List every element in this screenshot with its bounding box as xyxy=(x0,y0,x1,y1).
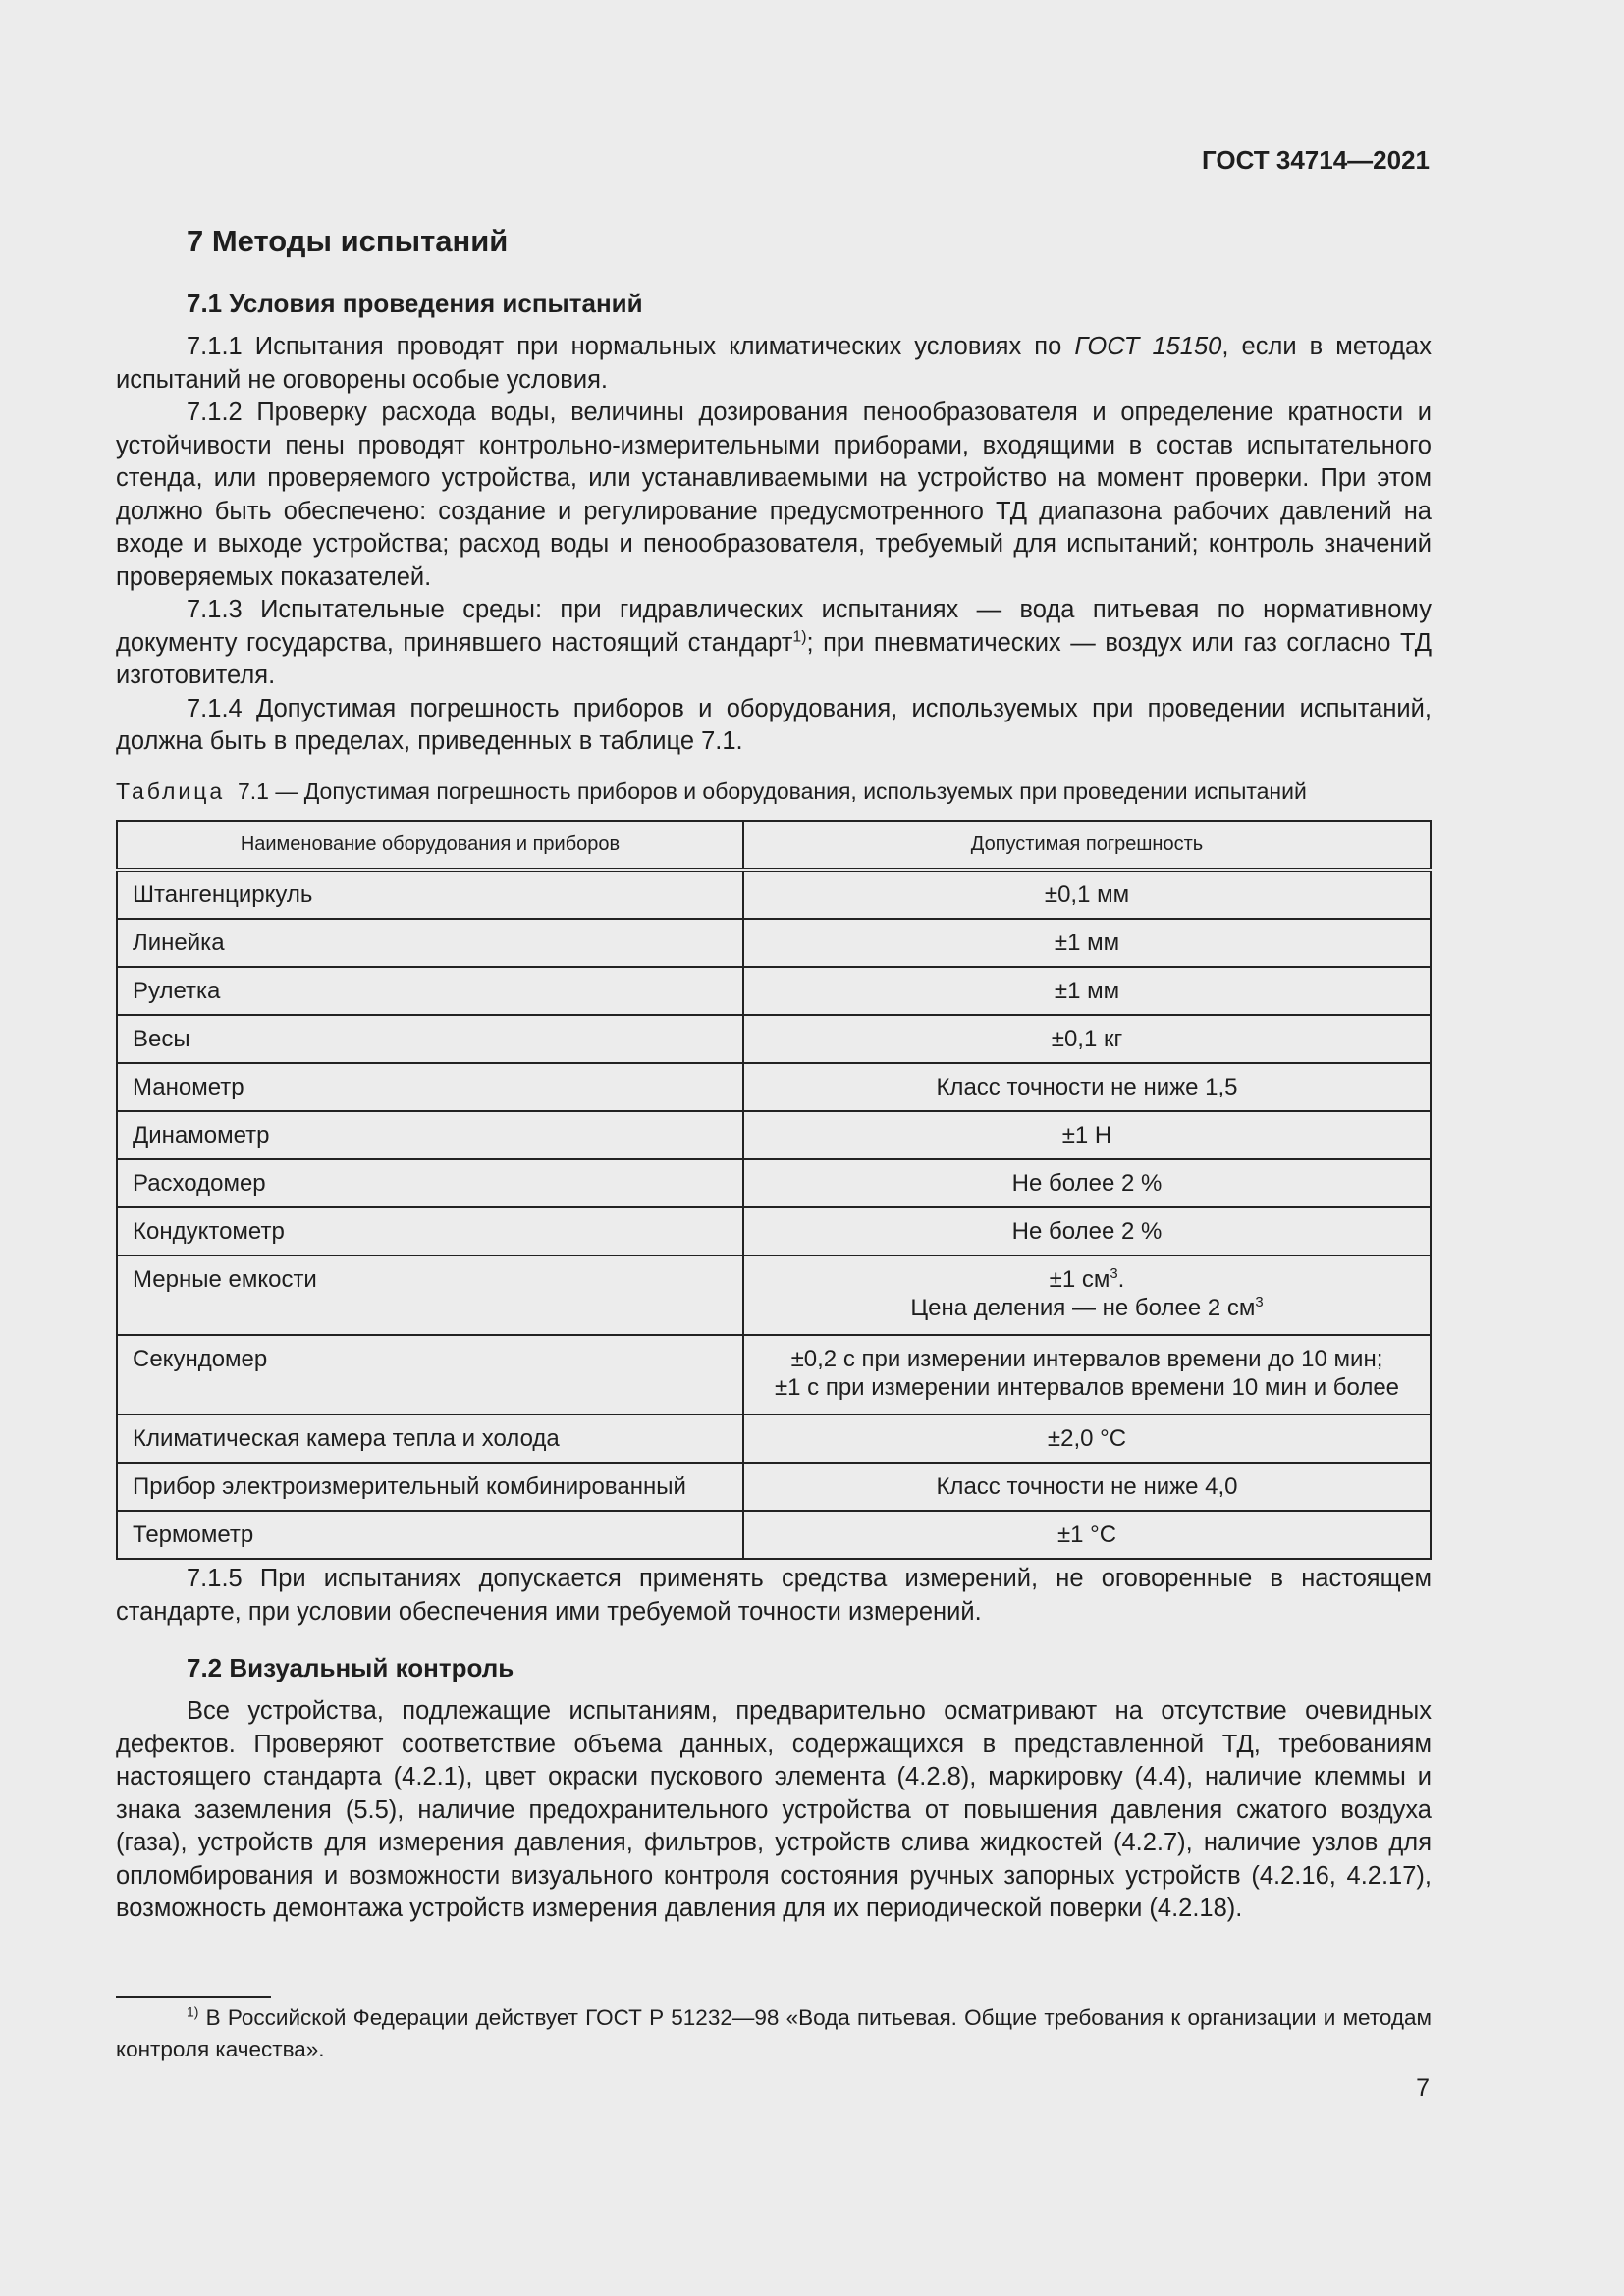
table-cell: Кондуктометр xyxy=(117,1207,743,1255)
document-id: ГОСТ 34714—2021 xyxy=(1202,145,1430,175)
cell-line: Цена деления — не более 2 $см^3$ xyxy=(910,1295,1264,1321)
table-cell xyxy=(743,1335,1431,1415)
paragraph-7-1-2: 7.1.2 Проверку расхода воды, величины дозирования пенообразователя и определение кратности и устойчивости пены проводят контрольно-измерительными приборами, входящими в состав испытательного стенда, или проверяемого устройства, или устанавливаемыми на устройство на момент проверки. При этом должно быть обеспечено: создание и регулирование предусмотренного ТД диапазона рабочих давлений на входе и выходе устройства; расход воды и пенообразователя, требуемый для испытаний; контроль значений проверяемых показателей. xyxy=(116,399,1432,591)
table-row xyxy=(117,1335,1431,1415)
table-cell: ±1 Н xyxy=(743,1111,1431,1159)
table-cell: Весы xyxy=(117,1015,743,1063)
table-row xyxy=(117,870,1431,919)
table-cell: Термометр xyxy=(117,1511,743,1559)
table-header-cell: Наименование оборудования и приборов xyxy=(117,821,743,870)
table-cell: Не более 2 % xyxy=(743,1207,1431,1255)
table-cell: ±1 мм xyxy=(743,967,1431,1015)
table-cell: ±0,1 кг xyxy=(743,1015,1431,1063)
table-cell: ±2,0 °С xyxy=(743,1415,1431,1463)
footnote-mark: 1) xyxy=(187,2003,199,2020)
standard-reference: ГОСТ 15150 xyxy=(1074,333,1222,360)
table-cell: ±1 мм xyxy=(743,919,1431,967)
cell-line: ±0,2 с при измерении интервалов времени до 10 мин; xyxy=(790,1346,1383,1372)
table-cell: Не более 2 % xyxy=(743,1159,1431,1207)
table-row xyxy=(117,1111,1431,1159)
table-cell: ±0,1 мм xyxy=(743,870,1431,919)
footnote-divider xyxy=(116,1996,271,1998)
table-cell: Расходомер xyxy=(117,1159,743,1207)
table-cell: Динамометр xyxy=(117,1111,743,1159)
table-row xyxy=(117,1463,1431,1511)
table-row xyxy=(117,1159,1431,1207)
table-cell: ±1 °С xyxy=(743,1511,1431,1559)
paragraph-7-1-1: 7.1.1 Испытания проводят при нормальных климатических условиях по ГОСТ 15150, если в методах испытаний не оговорены особые условия. xyxy=(116,333,1432,394)
table-cell: Мерные емкости xyxy=(117,1255,743,1335)
table-caption: Таблица 7.1 — Допустимая погрешность приборов и оборудования, используемых при проведении испытаний xyxy=(116,778,1307,804)
table-cell: Линейка xyxy=(117,919,743,967)
table-row xyxy=(117,967,1431,1015)
section-7-1-5-text xyxy=(116,1563,1432,1629)
table-cell: Класс точности не ниже 4,0 xyxy=(743,1463,1431,1511)
section-title: 7 Методы испытаний xyxy=(187,224,509,258)
table-cell xyxy=(743,1255,1431,1335)
paragraph-7-1-3: 7.1.3 Испытательные среды: при гидравлических испытаниях — вода питьевая по нормативному документу государства, принявшего настоящий стандарт$^{1)}$; при пневматических — воздух или газ согласно ТД изготовителя. xyxy=(116,596,1432,689)
table-header-row xyxy=(117,821,1431,870)
table-row xyxy=(117,919,1431,967)
paragraph-7-1-5: 7.1.5 При испытаниях допускается применять средства измерений, не оговоренные в настоящем стандарте, при условии обеспечения ими требуемой точности измерений. xyxy=(116,1565,1432,1626)
footnote-text: В Российской Федерации действует ГОСТ Р 51232—98 «Вода питьевая. Общие требования к организации и методам контроля качества». xyxy=(116,2005,1432,2061)
table-cell: Штангенциркуль xyxy=(117,870,743,919)
table-row xyxy=(117,1255,1431,1335)
page-number: 7 xyxy=(1416,2074,1430,2102)
table-header-cell: Допустимая погрешность xyxy=(743,821,1431,870)
subsection-title: 7.1 Условия проведения испытаний xyxy=(187,289,643,318)
table-cell: Климатическая камера тепла и холода xyxy=(117,1415,743,1463)
footnote xyxy=(116,2002,1432,2065)
table-row xyxy=(117,1015,1431,1063)
table-cell: Рулетка xyxy=(117,967,743,1015)
footnote-ref: 1) xyxy=(792,628,807,646)
tolerance-table xyxy=(116,820,1432,1560)
section-7-1-text xyxy=(116,331,1432,759)
table-cell: Прибор электроизмерительный комбинированный xyxy=(117,1463,743,1511)
paragraph-7-1-4: 7.1.4 Допустимая погрешность приборов и оборудования, используемых при проведении испытаний, должна быть в пределах, приведенных в таблице 7.1. xyxy=(116,694,1432,755)
table-row xyxy=(117,1511,1431,1559)
table-cell: Манометр xyxy=(117,1063,743,1111)
cell-line: ±1 с при измерении интервалов времени 10 мин и более xyxy=(774,1374,1400,1401)
table-row xyxy=(117,1063,1431,1111)
table-cell: Секундомер xyxy=(117,1335,743,1415)
table-row xyxy=(117,1207,1431,1255)
section-7-2-text xyxy=(116,1695,1432,1926)
table-cell: Класс точности не ниже 1,5 xyxy=(743,1063,1431,1111)
paragraph-7-2: Все устройства, подлежащие испытаниям, предварительно осматривают на отсутствие очевидных дефектов. Проверяют соответствие объема данных, содержащихся в представленной ТД, требованиям настоящего стандарта (4.2.1), цвет окраски пускового элемента (4.2.8), маркировку (4.4), наличие клеммы и знака заземления (5.5), наличие предохранительного устройства от повышения давления сжатого воздуха (газа), устройств для измерения давления, фильтров, устройств слива жидкостей (4.2.7), наличие узлов для опломбирования и возможности визуального контроля состояния ручных запорных устройств (4.2.16, 4.2.17), возможность демонтажа устройств измерения давления для их периодической поверки (4.2.18). xyxy=(116,1697,1432,1922)
table-row xyxy=(117,1415,1431,1463)
cell-line: ±1 $см^3$. xyxy=(1049,1266,1125,1293)
subsection-title: 7.2 Визуальный контроль xyxy=(187,1653,514,1682)
